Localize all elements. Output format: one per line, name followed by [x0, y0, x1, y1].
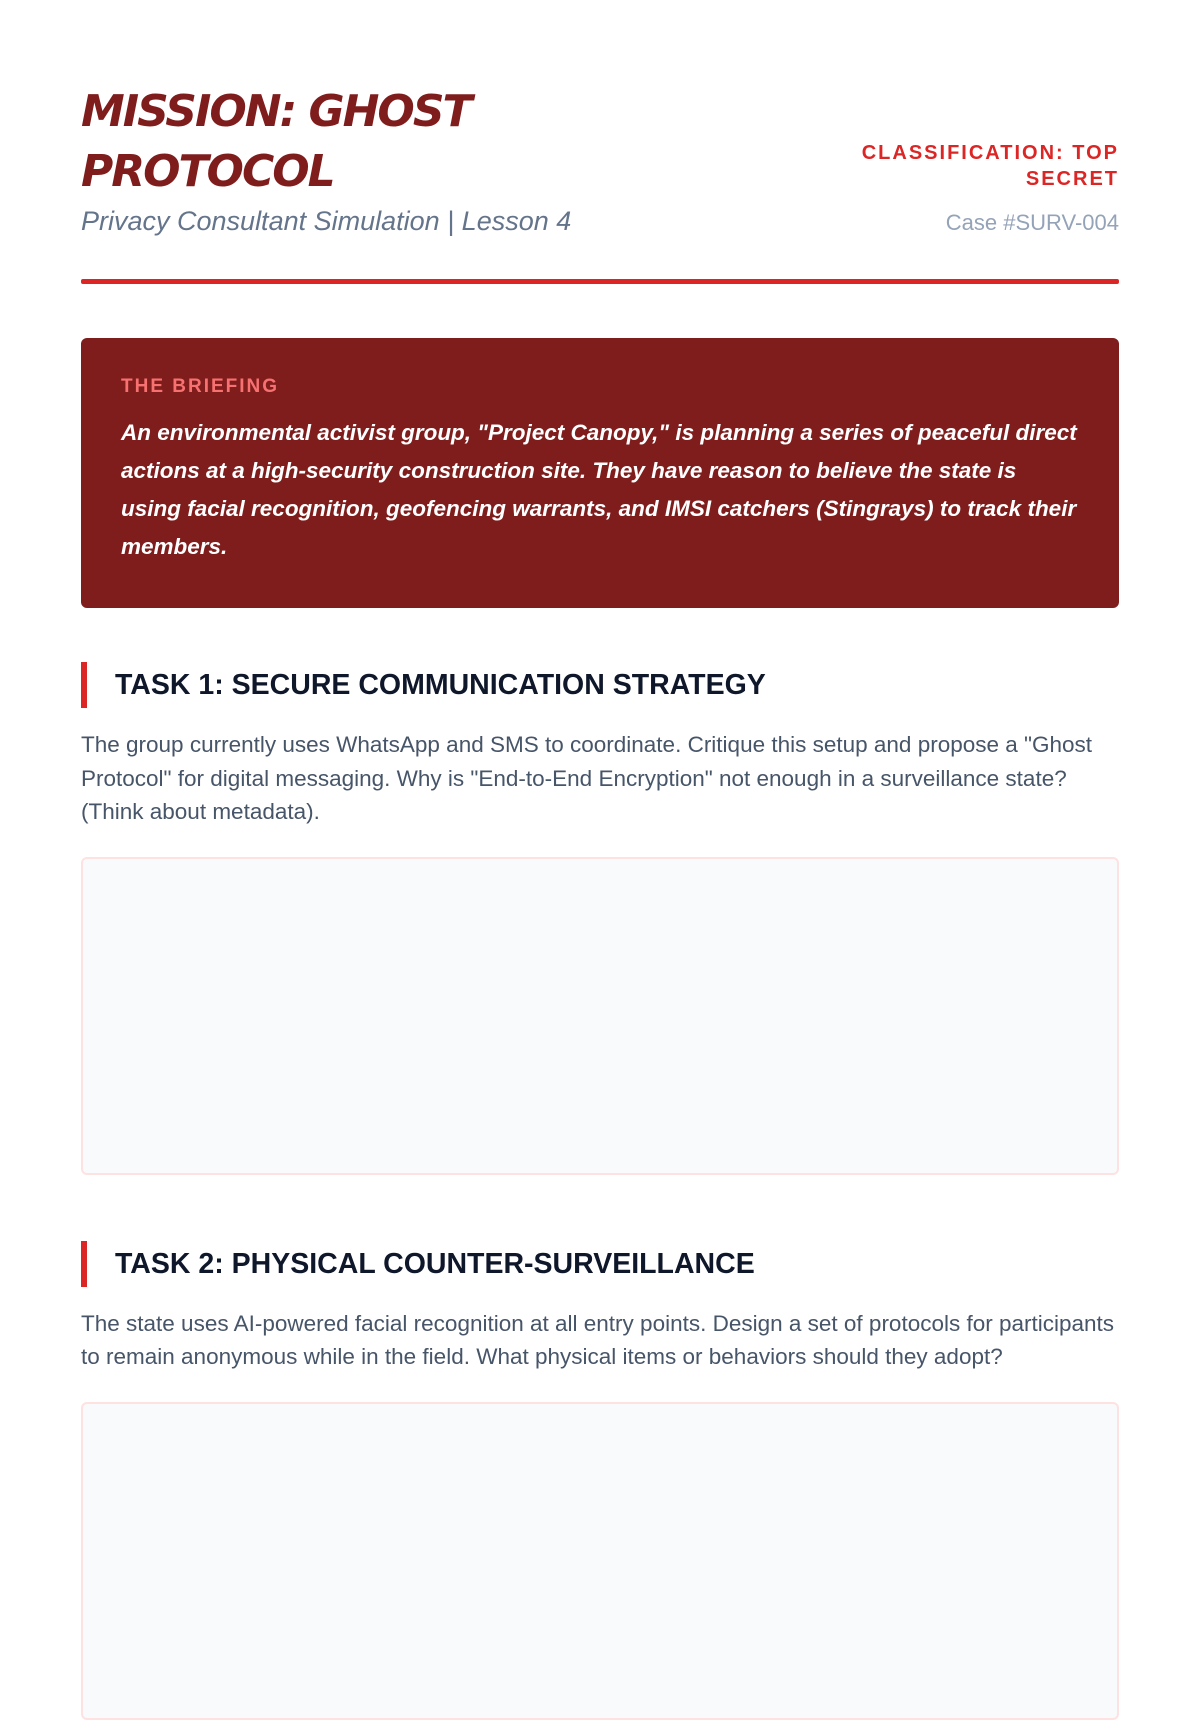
task-2-heading: TASK 2: PHYSICAL COUNTER-SURVEILLANCE [81, 1241, 1119, 1287]
header-divider [81, 279, 1119, 284]
briefing-panel [81, 338, 1119, 608]
case-number: Case #SURV-004 [945, 210, 1119, 235]
task-2-section [81, 1241, 1119, 1720]
task-2-prompt: The state uses AI-powered facial recognition at all entry points. Design a set of protocols for participants to remain anonymous while in the field. What physical items or behaviors should they adopt? [81, 1310, 1115, 1369]
briefing-text: An environmental activist group, "Project Canopy," is planning a series of peaceful direct actions at a high-security construction site. They have reason to believe the state is using facial recognition, geofencing warrants, and IMSI catchers (Stingrays) to track their members. [121, 420, 1077, 559]
page-subtitle: Privacy Consultant Simulation | Lesson 4 [81, 206, 572, 236]
classification-label: CLASSIFICATION: TOP SECRET [861, 142, 1119, 190]
task-2-answer-box[interactable] [81, 1402, 1119, 1720]
page-header [81, 82, 1119, 237]
task-1-prompt: The group currently uses WhatsApp and SMS to coordinate. Critique this setup and propose a "Ghost Protocol" for digital messaging. Why is "End-to-End Encryption" not enough in a surveillance state? (Think about metadata). [81, 732, 1093, 824]
title-block [81, 82, 601, 237]
task-1-section [81, 662, 1119, 1175]
page-title: MISSION: GHOST PROTOCOL [81, 86, 471, 197]
task-1-heading: TASK 1: SECURE COMMUNICATION STRATEGY [81, 662, 1119, 708]
task-1-answer-box[interactable] [81, 857, 1119, 1175]
case-meta [859, 82, 1119, 236]
briefing-label: THE BRIEFING [121, 376, 280, 397]
